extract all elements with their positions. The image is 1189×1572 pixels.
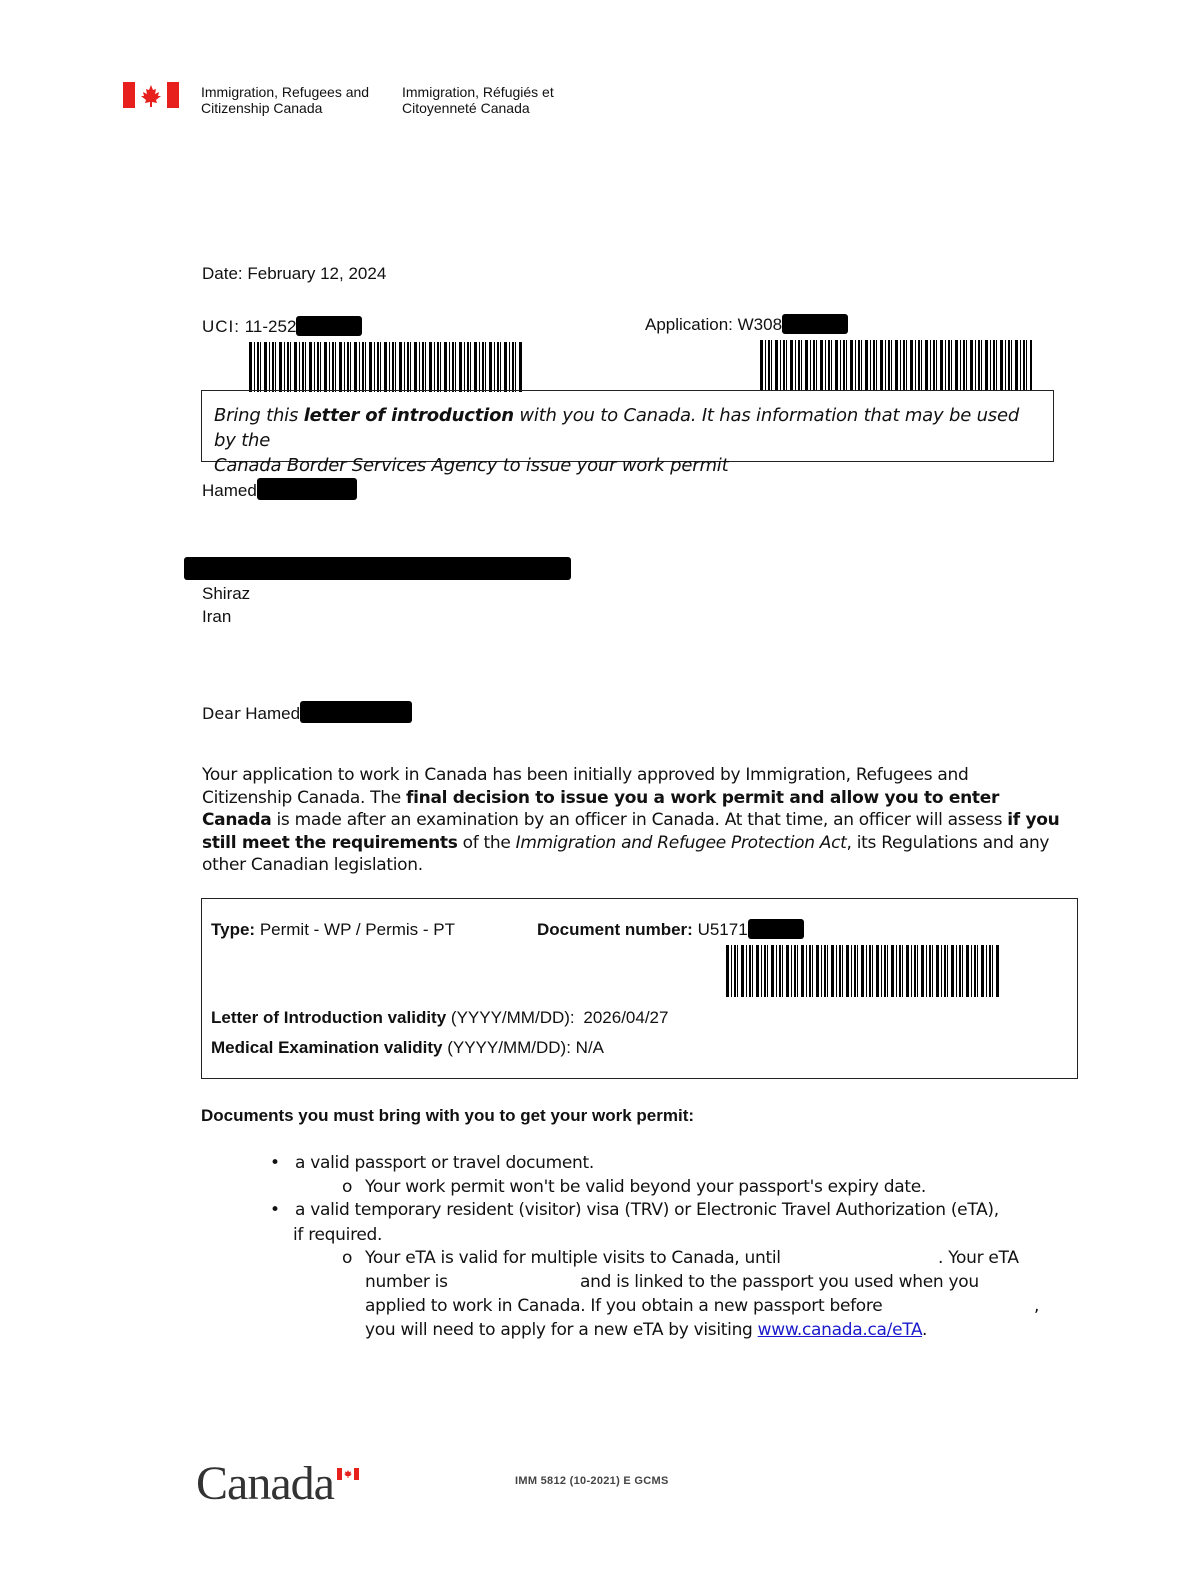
eta-note-c: number is — [365, 1272, 448, 1292]
eta-link[interactable]: www.canada.ca/eTA — [757, 1320, 923, 1340]
requirement-passport: a valid passport or travel document. — [295, 1153, 595, 1173]
address-redaction-block — [184, 557, 571, 580]
application-label: Application: — [645, 315, 733, 334]
eta-note-e: applied to work in Canada. If you obtain a new passport before — [365, 1296, 883, 1316]
loi-value: 2026/04/27 — [583, 1008, 669, 1027]
loi-label: Letter of Introduction validity — [211, 1008, 447, 1027]
letter-date: Date: February 12, 2024 — [202, 264, 387, 283]
uci-field — [202, 316, 362, 337]
wordmark-flag-icon — [337, 1467, 359, 1479]
redaction-block — [748, 919, 804, 939]
salutation-name: Hamed — [245, 704, 301, 723]
body-text-1: Your application to work in Canada has been initially approved by Immigration, Refugees and Citizenship Canada. The — [202, 765, 969, 808]
eta-note-end: . — [922, 1320, 928, 1340]
approval-paragraph — [202, 764, 1062, 877]
passport-note: Your work permit won't be valid beyond your passport's expiry date. — [365, 1177, 926, 1197]
salutation — [202, 701, 412, 724]
type-value: Permit - WP / Permis - PT — [259, 920, 456, 939]
dept-en-line1: Immigration, Refugees and — [201, 84, 370, 100]
permit-type — [211, 920, 455, 940]
loi-validity — [211, 1008, 668, 1028]
bullet: • — [270, 1153, 280, 1173]
introduction-notice-box — [201, 390, 1054, 476]
sub-bullet: o — [342, 1177, 353, 1197]
med-label: Medical Examination validity — [211, 1038, 443, 1057]
intro-text-line2: Canada Border Services Agency to issue your work permit — [214, 455, 729, 476]
intro-text-a: Bring this — [214, 405, 304, 426]
canada-flag-icon — [123, 82, 179, 110]
requirement-visa-eta-cont: if required. — [293, 1225, 383, 1245]
dept-fr-line1: Immigration, Réfugiés et — [402, 84, 554, 100]
eta-note-b: . Your eTA — [938, 1248, 1019, 1268]
loi-format: (YYYY/MM/DD): — [450, 1008, 575, 1027]
eta-note-a: Your eTA is valid for multiple visits to Canada, until — [365, 1248, 781, 1268]
body-text-2-bold: if you still meet the requirements — [202, 810, 1060, 853]
application-value: W308 — [737, 315, 783, 334]
canada-wordmark — [196, 1456, 334, 1511]
uci-label: UCI: — [202, 317, 240, 336]
type-label: Type: — [211, 920, 256, 939]
redaction-block — [257, 478, 357, 500]
redaction-block — [300, 701, 412, 723]
uci-barcode — [249, 342, 522, 392]
department-name-en — [201, 84, 369, 116]
dept-en-line2: Citizenship Canada — [201, 100, 323, 116]
intro-text-bold: letter of introduction — [303, 405, 514, 426]
recipient-country: Iran — [202, 607, 232, 626]
body-text-2: is made after an examination by an officer in Canada. At that time, an officer will assess — [271, 810, 1008, 830]
eta-note-d: and is linked to the passport you used when you — [580, 1272, 979, 1292]
department-name-fr — [402, 84, 554, 116]
recipient-name — [202, 478, 357, 501]
introduction-notice-text — [214, 403, 1043, 478]
med-value: N/A — [575, 1038, 605, 1057]
recipient-first-name: Hamed — [202, 481, 257, 500]
body-text-4: , its Regulations and any other Canadian legislation. — [202, 832, 1050, 875]
form-identifier: IMM 5812 (10-2021) E GCMS — [515, 1475, 669, 1487]
bullet: • — [270, 1200, 280, 1220]
eta-note-g-text: you will need to apply for a new eTA by visiting — [365, 1320, 753, 1340]
sub-bullet: o — [342, 1248, 353, 1268]
application-barcode — [760, 340, 1032, 390]
act-name: Immigration and Refugee Protection Act — [515, 832, 847, 853]
wordmark-text: Canada — [196, 1457, 334, 1510]
requirement-visa-eta: a valid temporary resident (visitor) visa (TRV) or Electronic Travel Authorization (eTA), — [295, 1200, 999, 1220]
eta-note-g — [365, 1318, 927, 1342]
application-field — [645, 314, 848, 335]
recipient-city: Shiraz — [202, 584, 251, 603]
dept-fr-line2: Citoyenneté Canada — [402, 100, 530, 116]
medical-validity — [211, 1038, 604, 1058]
document-barcode — [726, 945, 1000, 997]
salutation-dear: Dear — [202, 704, 241, 723]
body-text-3: of the — [457, 832, 516, 853]
redaction-block — [782, 314, 848, 334]
eta-note-f: , — [1034, 1296, 1040, 1316]
intro-text-b: with you to Canada. It has information that may be used by the — [214, 405, 1020, 451]
redaction-block — [296, 316, 362, 336]
med-format: (YYYY/MM/DD): — [447, 1038, 571, 1057]
uci-value: 11-252 — [244, 317, 297, 336]
document-details-box — [201, 898, 1078, 1079]
document-number — [537, 919, 804, 940]
body-text-1-bold: final decision to issue you a work permit and allow you to enter Canada — [202, 787, 1000, 830]
documents-heading: Documents you must bring with you to get your work permit: — [201, 1106, 695, 1125]
docnum-label: Document number: — [537, 920, 693, 939]
docnum-value: U5171 — [697, 920, 748, 939]
